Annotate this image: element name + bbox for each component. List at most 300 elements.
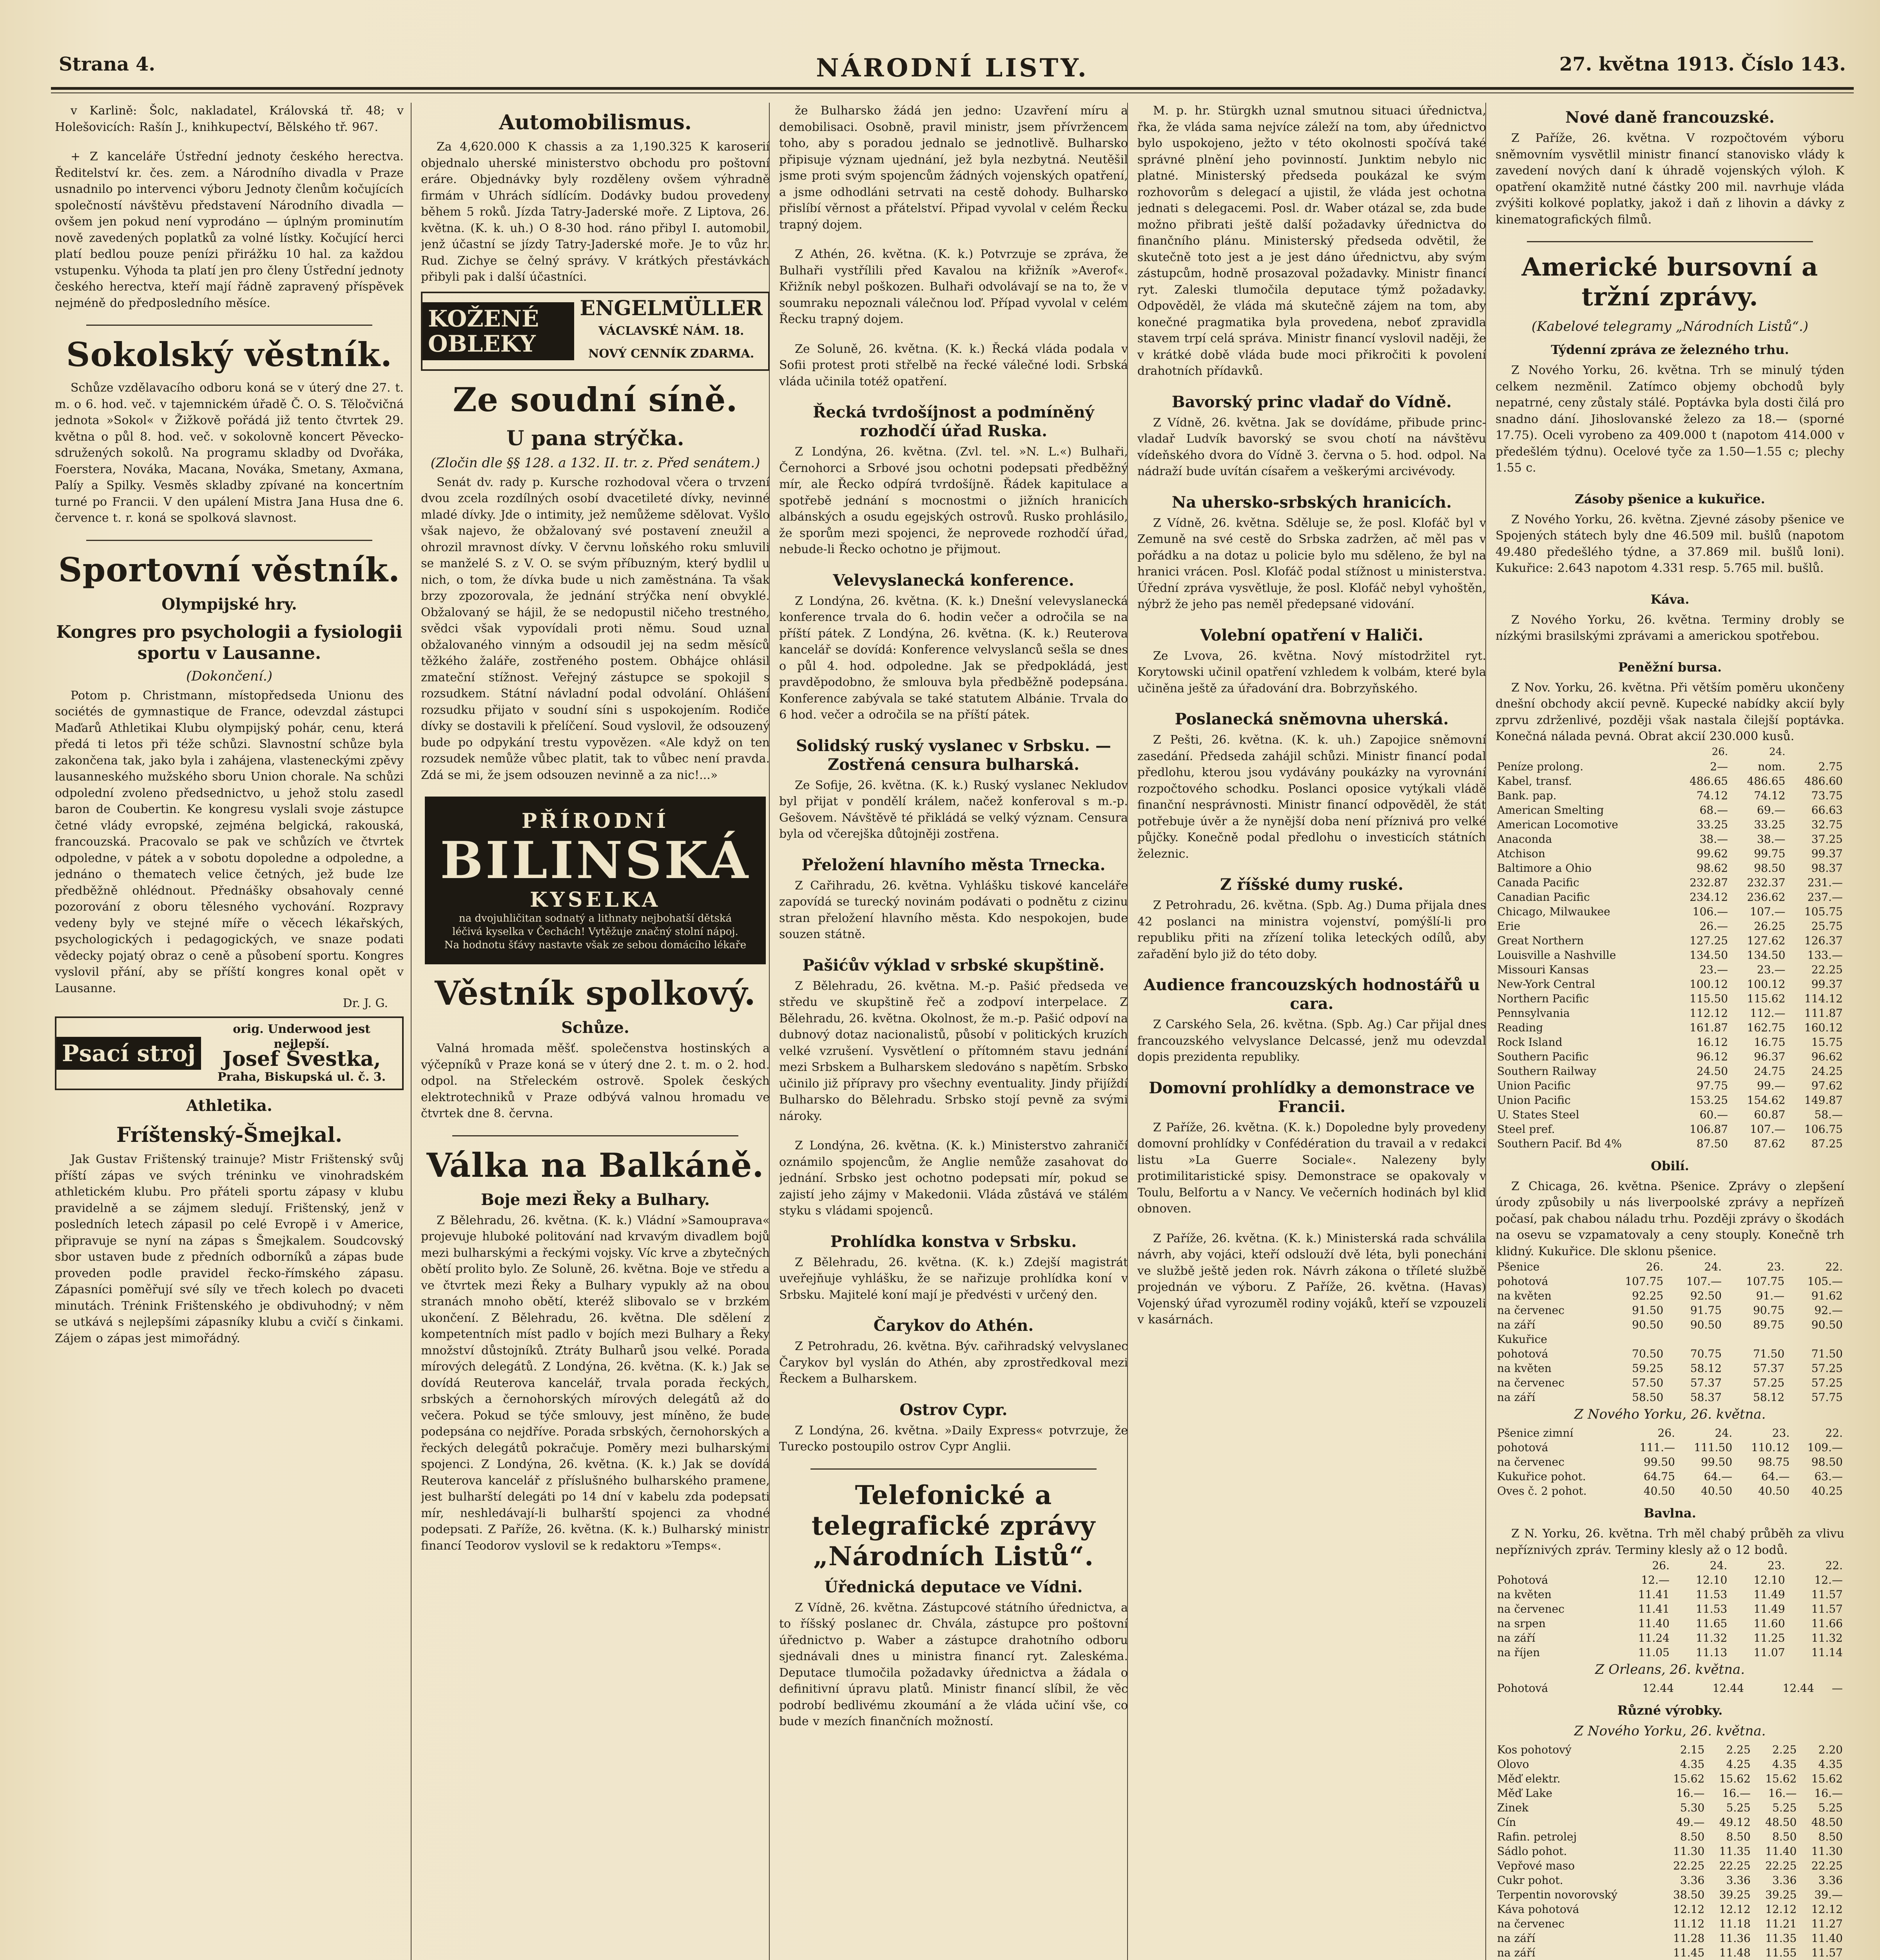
cyprus-heading: Ostrov Cypr. xyxy=(899,1400,1008,1419)
row-value: 134.50 xyxy=(1690,948,1728,962)
row-value: 22.25 xyxy=(1719,1859,1751,1872)
row-label: Great Northern xyxy=(1497,934,1584,947)
row-value: 24.50 xyxy=(1696,1064,1728,1078)
row-value: 107.— xyxy=(1750,1122,1786,1136)
row-value: 11.30 xyxy=(1811,1845,1843,1858)
deputation-continuation: M. p. hr. Stürgkh uznal smutnou situaci úřednictva, řka, že vláda sama nejvíce záleží na tom, aby úřednictvo bylo uspokojeno, ježto v této okolnosti spočívá také správné plnění jeho povinností. Junktim nebylo nic platné. Ministerský předseda poukázal ke svým rozhovorům s delegací a ujistil, že vláda jest ochotna jednati s delegacemi. Posl. dr. Waber otázal se, zda bude možno přibrati ještě další požadavky úřednictva do finančního plánu. Ministerský předseda odvětil, že skutečně toto jest a je jest dáno úřednictvu, aby svým zástupcům, hodně prosazoval požadavky. Ministr financí ryt. Zaleski tlumočila deputace týmž požadavky. Odpověděl, že vláda má skutečně zájem na tom, aby konečné pragmatika byla provedena, neboť zpravidla stavem trpí celá správa. Ministr financí vyslovil naději, že v krátké době vláda bude moci přikročiti k povolení drahotních přídavků. xyxy=(1137,104,1486,378)
row-value: 22.25 xyxy=(1765,1859,1797,1872)
row-value: 69.— xyxy=(1757,803,1786,817)
row-label: na červenec xyxy=(1497,1917,1565,1930)
row-value: 107.75 xyxy=(1625,1275,1664,1288)
row-value: 32.75 xyxy=(1811,818,1843,831)
row-value: 11.35 xyxy=(1719,1845,1751,1858)
exchange-subheading: (Kabelové telegramy „Národních Listů“.) xyxy=(1531,319,1809,334)
row-value: 232.37 xyxy=(1747,876,1786,889)
row-value: 40.50 xyxy=(1758,1485,1790,1497)
cotton-article: Z N. Yorku, 26. května. Trh měl chabý průběh za vlivu nepříznivých zpráv. Terminy klesly až o 12 bodů. xyxy=(1496,1527,1844,1557)
conference-article: Z Londýna, 26. května. (K. k.) Dnešní velevyslanecká konference trvala do 6. hodin večer a odročila se na příští pátek. Z Londýna, 26. května. (K. k.) Reuterova kancelář se dovídá: Konference velvyslanců sešla se dnes o půl 4. hod. odpoledne. Jak se předpokládá, jest pravděpodobno, že smlouva byla předběžně podepsána. Konference zabývala se také statutem Albánie. Trvala do 6 hod. večer a odročila se na příští pátek. xyxy=(779,594,1128,722)
horses-article: Z Bělehradu, 26. května. (K. k.) Zdejší magistrát uveřejňuje vyhlášku, že se nařizuje prohlídka koní v Srbsku. Majitelé koní mají je předvésti v určený den. xyxy=(779,1255,1128,1302)
commodity-row xyxy=(1496,1902,1844,1916)
stock-row xyxy=(1496,875,1844,890)
stock-row xyxy=(1496,933,1844,948)
row-value: 11.48 xyxy=(1719,1946,1751,1959)
court-subtitle: (Zločin dle §§ 128. a 132. II. tr. z. Před senátem.) xyxy=(430,455,760,471)
row-label: na říjen xyxy=(1497,1646,1540,1659)
row-value: 12.12 xyxy=(1811,1903,1843,1916)
row-value: 16.— xyxy=(1814,1787,1843,1800)
row-label: Steel pref. xyxy=(1497,1122,1555,1136)
grain-row xyxy=(1496,1274,1844,1289)
row-value: 5.30 xyxy=(1680,1801,1705,1814)
row-value: 33.25 xyxy=(1696,818,1728,831)
cyprus-article: Z Londýna, 26. května. »Daily Express« potvrzuje, že Turecko postoupilo ostrov Cypr Anglii. xyxy=(779,1423,1128,1454)
stock-row xyxy=(1496,962,1844,977)
spolek-article: Valná hromada měšť. společenstva hostinských a výčepníků v Praze koná se v úterý dne 2. t. m. o 2. hod. odpol. na Střeleckém ostrově. Spolek českých elektrotechniků v Praze odbývá valnou hromadu ve čtvrtek dne 8. června. xyxy=(421,1042,770,1120)
section-divider xyxy=(1527,241,1813,242)
coffee-article: Z Nového Yorku, 26. května. Terminy drobly se nízkými brasilskými zprávami a americkou spotřebou. xyxy=(1496,613,1844,643)
cotton-table xyxy=(1496,1558,1844,1660)
row-value: 107.— xyxy=(1686,1275,1722,1288)
commodity-row xyxy=(1496,1757,1844,1771)
row-value: 11.57 xyxy=(1811,1588,1843,1601)
stock-row xyxy=(1496,774,1844,788)
court-heading: Ze soudní síně. xyxy=(453,380,738,419)
row-label: Erie xyxy=(1497,919,1521,933)
row-value: 160.12 xyxy=(1804,1021,1843,1034)
row-value: 231.— xyxy=(1807,876,1843,889)
row-label: Kabel, transf. xyxy=(1497,774,1572,788)
commodity-row xyxy=(1496,1742,1844,1757)
stock-row xyxy=(1496,788,1844,803)
row-value: 11.32 xyxy=(1696,1632,1728,1644)
row-value: 11.30 xyxy=(1673,1845,1705,1858)
row-value: 12.— xyxy=(1641,1573,1670,1586)
row-value: 87.50 xyxy=(1696,1137,1728,1150)
row-value: 70.50 xyxy=(1632,1347,1664,1360)
row-label: Měď elektr. xyxy=(1497,1772,1561,1785)
ny-grain-heading: Z Nového Yorku, 26. května. xyxy=(1574,1406,1766,1422)
stock-row xyxy=(1496,846,1844,861)
row-value: 68.— xyxy=(1699,803,1728,817)
row-label: Canada Pacific xyxy=(1497,876,1579,889)
london-article: Z Londýna, 26. května. (K. k.) Ministerstvo zahraničí oznámilo spojencům, že Anglie nemůže zasahovat do jednání. Srbsko jest ochotno podepsati mír, pokud se zajistí jeho zájmy v Makedonii. Vláda zůstává ve stálém styku s vládami spojenců. xyxy=(779,1139,1128,1218)
row-value: 99.— xyxy=(1757,1079,1786,1092)
row-value: 11.40 xyxy=(1638,1617,1670,1630)
row-value: 99.62 xyxy=(1696,847,1728,860)
grain-row xyxy=(1496,1347,1844,1361)
row-value: 107.75 xyxy=(1746,1275,1785,1288)
row-value: 134.50 xyxy=(1747,948,1786,962)
stock-row xyxy=(1496,1136,1844,1151)
bilinska-ad-text3: Na hodnotu šťávy nastavte však ze sebou domácího lékaře xyxy=(444,939,747,951)
row-value: 11.45 xyxy=(1673,1946,1705,1959)
row-value: 4.35 xyxy=(1680,1758,1705,1771)
cotton-row xyxy=(1496,1631,1844,1645)
row-value: 236.62 xyxy=(1747,890,1786,904)
row-label: Atchison xyxy=(1497,847,1545,860)
bilinska-ad-top: PŘÍRODNÍ xyxy=(521,809,669,833)
athens-article: Z Athén, 26. května. (K. k.) Potvrzuje se zpráva, že Bulhaři vystřílili před Kavalou na křižník »Averof«. Křižník nebyl poškozen. Bulhaři odvolávají se na to, že v soumraku nepoznali válečnou loď. Případ vyvolal v celém Řecku trapný dojem. xyxy=(779,247,1128,326)
row-value: 57.25 xyxy=(1753,1376,1785,1389)
row-value: 11.07 xyxy=(1753,1646,1785,1659)
row-value: 15.75 xyxy=(1811,1035,1843,1049)
solun-article: Ze Soluně, 26. května. (K. k.) Řecká vláda podala v Sofii protest proti střelbě na řecké válečné lodi. Srbská vláda učinila totéž opatření. xyxy=(779,342,1128,388)
row-value: 11.25 xyxy=(1753,1632,1785,1644)
galicia-article: Ze Lvova, 26. května. Nový místodržitel ryt. Korytowski učinil opatření vzhledem k volbám, které byla učiněna ještě za úřadování dra. Bobrzyňského. xyxy=(1137,649,1486,695)
row-label: Vepřové maso xyxy=(1497,1859,1575,1872)
hungary-heading: Poslanecká sněmovna uherská. xyxy=(1175,710,1449,728)
row-value: 38.— xyxy=(1757,832,1786,846)
border-heading: Na uhersko-srbských hranicích. xyxy=(1171,493,1452,512)
row-value: 11.12 xyxy=(1673,1917,1705,1930)
row-value: 91.50 xyxy=(1632,1304,1664,1317)
row-label: Peníze prolong. xyxy=(1497,760,1584,773)
row-value: 12.12 xyxy=(1673,1903,1705,1916)
row-label: na červenec xyxy=(1497,1376,1565,1389)
money-heading: Peněžní bursa. xyxy=(1618,659,1722,675)
row-value: 15.62 xyxy=(1811,1772,1843,1785)
row-value: — xyxy=(1832,1682,1843,1695)
row-value: 11.49 xyxy=(1753,1588,1785,1601)
row-value: 12.— xyxy=(1814,1573,1843,1586)
grain-row xyxy=(1496,1332,1844,1347)
row-label: Louisville a Nashville xyxy=(1497,948,1616,962)
row-value: 11.49 xyxy=(1753,1602,1785,1615)
row-value: 3.36 xyxy=(1818,1874,1843,1887)
row-value: 126.37 xyxy=(1804,934,1843,947)
row-value: 23. xyxy=(1768,1559,1785,1572)
row-value: 23.— xyxy=(1699,963,1728,976)
column-2 xyxy=(421,103,770,1960)
commodity-row xyxy=(1496,1771,1844,1786)
hungary-article: Z Pešti, 26. května. (K. k. uh.) Zapojice sněmovní zasedání. Předseda zahájil schůzi. Ministr financí podal předlohu, kterou jsou vydávány poukázky na vyrovnání rozpočtového schodku. Poslanci oposice vytýkali vládě finanční nesprávnosti. Ministr financí odpověděl, že stát potřebuje úvěr a že nynější doba není příznivá pro velké půjčky. Konečně podal předlohu o investicích státních železnic. xyxy=(1137,733,1486,861)
grain-row xyxy=(1496,1303,1844,1318)
leather-coats-ad xyxy=(421,292,770,371)
row-label: Pohotová xyxy=(1497,1573,1548,1586)
leather-coats-ad-title: KOŽENÉ OBLEKY xyxy=(422,302,574,360)
section-divider xyxy=(452,1135,738,1136)
row-label: na září xyxy=(1497,1946,1536,1959)
grain-table xyxy=(1496,1259,1844,1405)
row-label: Cukr pohot. xyxy=(1497,1874,1563,1887)
row-label: Pohotová xyxy=(1497,1682,1548,1695)
row-value: 60.— xyxy=(1699,1108,1728,1121)
horses-heading: Prohlídka konstva v Srbsku. xyxy=(830,1232,1077,1251)
athletics-heading: Athletika. xyxy=(186,1096,272,1115)
row-value: 22.25 xyxy=(1811,963,1843,976)
stock-row xyxy=(1496,803,1844,817)
row-value: 99.50 xyxy=(1701,1455,1733,1468)
exchange-heading: Americké bursovní a tržní zprávy. xyxy=(1521,252,1818,312)
row-value: 15.62 xyxy=(1765,1772,1797,1785)
row-value: 66.63 xyxy=(1811,803,1843,817)
column-5 xyxy=(1496,103,1844,1960)
issue-date: 27. května 1913. Číslo 143. xyxy=(1559,53,1846,75)
bilinska-ad-text1: na dvojuhličitan sodnatý a lithnaty nejbohatší dětská xyxy=(459,913,732,924)
coffee-heading: Káva. xyxy=(1650,592,1690,607)
row-value: 110.12 xyxy=(1751,1441,1790,1454)
greece-heading: Řecká tvrdošíjnost a podmíněný rozhodčí úřad Ruska. xyxy=(813,403,1094,440)
row-label: Southern Railway xyxy=(1497,1064,1597,1078)
row-label: na září xyxy=(1497,1932,1536,1945)
row-value: 58.12 xyxy=(1753,1391,1785,1404)
row-value: 96.12 xyxy=(1696,1050,1728,1063)
row-label: Sádlo pohot. xyxy=(1497,1845,1567,1858)
row-label: U. States Steel xyxy=(1497,1108,1579,1121)
row-value: 106.— xyxy=(1692,905,1728,918)
row-value: 16.— xyxy=(1676,1787,1705,1800)
row-value: 24. xyxy=(1704,1260,1722,1273)
row-value: 127.25 xyxy=(1690,934,1728,947)
row-value: 22.25 xyxy=(1811,1859,1843,1872)
row-value: 40.25 xyxy=(1811,1485,1843,1497)
row-value: 49.— xyxy=(1676,1816,1705,1829)
row-value: 25.75 xyxy=(1811,919,1843,933)
row-value: 16.75 xyxy=(1754,1035,1786,1049)
row-value: 64.— xyxy=(1704,1470,1733,1483)
athletics-title: Fríštenský-Šmejkal. xyxy=(116,1123,343,1147)
row-label: Canadian Pacific xyxy=(1497,890,1590,904)
row-value: 57.37 xyxy=(1753,1362,1785,1375)
row-label: Chicago, Milwaukee xyxy=(1497,905,1610,918)
row-value: 3.36 xyxy=(1772,1874,1797,1887)
row-value: 96.62 xyxy=(1811,1050,1843,1063)
row-value: 3.36 xyxy=(1726,1874,1751,1887)
row-value: 12.12 xyxy=(1765,1903,1797,1916)
row-value: 2.20 xyxy=(1818,1743,1843,1756)
row-value: 486.65 xyxy=(1690,774,1728,788)
row-value: 92.25 xyxy=(1632,1289,1664,1302)
row-value: 23. xyxy=(1772,1426,1790,1439)
bulgaria-continuation: že Bulharsko žádá jen jedno: Uzavření míru a demobilisaci. Osobně, pravil ministr, jsem přívržencem toho, aby s poradou jednalo se jednotlivě. Bulharsko připisuje význam ujednání, jež byla nezbytná. Neutěšil jsme proti svým spojencům žádných vojenských opatření, a jsme odhodláni setrvati na cestě dohody. Bulharsko přislíbí věrnost a přátelství. Připad vyvolal v celém Řecku trapný dojem. xyxy=(779,104,1128,232)
row-value: 99.37 xyxy=(1811,977,1843,991)
row-label: Pšenice xyxy=(1497,1260,1540,1273)
capital-heading: Přeložení hlavního města Trnecka. xyxy=(801,855,1106,874)
row-value: 91.62 xyxy=(1811,1289,1843,1302)
row-value: 12.10 xyxy=(1696,1573,1728,1586)
grain-article: Z Chicaga, 26. května. Pšenice. Zprávy o zlepšení úrody způsobily u nás liverpoolské zprávy a nepřízeň počasí, pak chabou náladu trhu. Později zprávy o škodách na osevu se vzpamatovaly a ceny stouply. Konečně trh klidný. Kukuřice. Dle sklonu pšenice. xyxy=(1496,1179,1844,1258)
auto-heading: Automobilismus. xyxy=(499,111,692,134)
row-value: 111.— xyxy=(1639,1441,1675,1454)
row-value: 112.12 xyxy=(1690,1006,1728,1020)
telegraph-subheading: Úřednická deputace ve Vídni. xyxy=(824,1577,1083,1596)
carykov-article: Z Petrohradu, 26. května. Býv. cařihradský velvyslanec Čarykov byl vyslán do Athén, aby zprostředkoval mezi Řeckem a Bulharskem. xyxy=(779,1339,1128,1386)
orleans-row xyxy=(1496,1681,1844,1695)
commodity-row xyxy=(1496,1844,1844,1858)
row-label: Union Pacific xyxy=(1497,1079,1571,1092)
conference-heading: Velevyslanecká konference. xyxy=(833,571,1074,590)
row-value: 100.12 xyxy=(1747,977,1786,991)
row-value: 12.44 xyxy=(1712,1682,1744,1695)
row-value: 11.65 xyxy=(1696,1617,1728,1630)
row-label: na červenec xyxy=(1497,1304,1565,1317)
france-heading: Domovní prohlídky a demonstrace ve Francii. xyxy=(1149,1078,1475,1116)
ny-grain-row xyxy=(1496,1484,1844,1498)
row-value: 90.75 xyxy=(1753,1304,1785,1317)
row-value: 58.37 xyxy=(1690,1391,1722,1404)
row-value: 161.87 xyxy=(1690,1021,1728,1034)
row-label: Rafin. petrolej xyxy=(1497,1830,1577,1843)
row-value: 109.— xyxy=(1807,1441,1843,1454)
sport-article-title: Kongres pro psychologii a fysiologii sportu v Lausanne. xyxy=(56,622,402,663)
row-value: 97.62 xyxy=(1811,1079,1843,1092)
row-value: 11.13 xyxy=(1696,1646,1728,1659)
cotton-row xyxy=(1496,1573,1844,1587)
war-heading: Válka na Balkáně. xyxy=(426,1145,764,1185)
row-value: 39.— xyxy=(1814,1888,1843,1901)
row-value: 12.44 xyxy=(1642,1682,1674,1695)
newspaper-title: NÁRODNÍ LISTY. xyxy=(816,53,1089,83)
page-number: Strana 4. xyxy=(59,53,156,75)
row-value: 2.75 xyxy=(1818,760,1843,773)
stock-row xyxy=(1496,1006,1844,1020)
row-value: nom. xyxy=(1758,760,1786,773)
row-label: Bank. pap. xyxy=(1497,789,1557,802)
row-value: 11.41 xyxy=(1638,1588,1670,1601)
masthead xyxy=(51,46,1854,84)
row-value: 2.15 xyxy=(1680,1743,1705,1756)
row-label: pohotová xyxy=(1497,1347,1548,1360)
row-value: 74.12 xyxy=(1696,789,1728,802)
telegraph-article: Z Vídně, 26. května. Zástupcové státního úřednictva, a to říšský poslanec dr. Chvála, zástupce pro poštovní úřednictvo p. Waber a zástupce drahotního odboru sjednávali dnes u ministra financí ryt. Zaleskéma. Deputace tlumočila požadavky úřednictva a žádala o definitivní úpravu platů. Ministr financí slíbil, že věc podrobí bedlivému zkoumání a že vláda učiní vše, co bude v mezích finančních možností. xyxy=(779,1601,1128,1728)
row-label: pohotová xyxy=(1497,1275,1548,1288)
grain-row xyxy=(1496,1259,1844,1274)
row-value: 133.— xyxy=(1807,948,1843,962)
row-label: na září xyxy=(1497,1632,1536,1644)
row-value: 115.62 xyxy=(1747,992,1786,1005)
row-value: 16.— xyxy=(1722,1787,1751,1800)
row-value xyxy=(1786,1332,1844,1347)
row-label: Oves č. 2 pohot. xyxy=(1497,1485,1587,1497)
row-value: 58.— xyxy=(1814,1108,1843,1121)
grain-row xyxy=(1496,1361,1844,1376)
pasic-article: Z Bělehradu, 26. května. M.-p. Pašić předseda ve středu ve skupštině řeč a zodpoví interpelace. Z Bělehradu, 26. května. Okolnost, že m.-p. Pašić odpoví na dubnový dotaz nacionalistů, působí v politických kruzích velké vzrušení. Vysvětlení o přítomném stavu jednání mezi Srbskem a Bulharskem sledováno s napětím. Srbsko učinilo již přípravy pro všechny eventuality. Jindy přijíždí Bulharsko do Bělehradu. Srbsko stojí pevně za svými nároky. xyxy=(779,979,1128,1123)
row-value: 106.75 xyxy=(1804,1122,1843,1136)
row-value: 4.35 xyxy=(1772,1758,1797,1771)
orleans-table xyxy=(1496,1681,1844,1695)
sport-heading: Sportovní věstník. xyxy=(58,550,401,589)
row-value: 60.87 xyxy=(1754,1108,1786,1121)
row-value: 486.65 xyxy=(1747,774,1786,788)
row-value: 2.25 xyxy=(1772,1743,1797,1756)
row-label: Union Pacific xyxy=(1497,1093,1571,1107)
border-article: Z Vídně, 26. května. Sděluje se, že posl. Klofáč byl v Zemuně na své cestě do Srbska zadržen, ač měl pas v pořádku a na dotaz u policie bylo mu sděleno, že byl na hranici vrácen. Posl. Klofáč podal stížnost u ministerstva. Úřední zpráva vysvětluje, že posl. Klofáč nebyl vyhoštěn, nýbrž že jeho pas neměl předepsané vidování. xyxy=(1137,516,1486,611)
war-title: Boje mezi Řeky a Bulhary. xyxy=(480,1190,710,1209)
row-value: 98.75 xyxy=(1758,1455,1790,1468)
commodity-row xyxy=(1496,1916,1844,1931)
row-value: 98.62 xyxy=(1696,861,1728,875)
sport-continuation: (Dokončení.) xyxy=(186,668,272,684)
row-value: 11.24 xyxy=(1638,1632,1670,1644)
sport-article: Potom p. Christmann, místopředseda Unionu des sociétés de gymnastique de France, odevzdal zástupci Maďarů Athletikai Klubu olympijský pohár, cenu, která předá ti letos při téže schůzi. Slavnostní schůze byla zakončena tak, jako byla i zahájena, vlasteneckými zpěvy lausanneského mužského sboru Union chorale. Na schůzi odpolední zvoleno předsednictvo, u jehož stolu zasedl baron de Coubertin. Ke kongresu vyslali svoje zástupce četné vlády evropské, zejména belgická, rakouská, francouzská. Pracovalo se pak ve schůzích ve čtvrtek odpoledne, v pátek a v sobotu dopoledne a odpoledne, a jednáno o thematech velice četných, jež bude lze předběžně ohlédnout. Přednášky obsahovaly cenné pozorování z oboru tělesného vychování. Rozpravy vedeny byly ve stejné míře o věcech lékařských, psychologických i pedagogických, ve snaze podati vědecky pojatý obraz o ceně a působení sportu. Kongres vyslovil přání, aby se příští kongres konal opět v Lausanne. xyxy=(55,688,404,995)
commodity-row xyxy=(1496,1873,1844,1887)
row-value: 11.40 xyxy=(1811,1932,1843,1945)
athletics-article: Jak Gustav Frištenský trainuje? Mistr Frištenský svůj příští zápas ve svých tréninku ve vinohradském athletickém klubu. Pro přáteli sportu zápasy v klubu pravidelně a se zájmem sledují. Frištenský, jenž v posledních letech zápasil po celé Evropě i v Americe, připravuje se nyní na zápas s Šmejkalem. Soudcovský sbor ustaven bude z předních odborníků a zápas bude proveden podle pravidel řecko-římského zápasu. Zápasníci poměřují své síly ve třech kolech po dvaceti minutách. Trénink Frištenského je obdivuhodný; v něm se utkává s nejlepšími zápasníky klubu a cvičí s činkami. Zájem o zápas jest mimořádný. xyxy=(55,1152,404,1345)
row-value: 11.66 xyxy=(1811,1617,1843,1630)
leather-coats-ad-catalog: NOVÝ CENNÍK ZDARMA. xyxy=(588,347,754,361)
row-value: 37.25 xyxy=(1811,832,1843,846)
row-value: 111.50 xyxy=(1694,1441,1733,1454)
row-label: na červenec xyxy=(1497,1455,1565,1468)
war-article: Z Bělehradu, 26. května. (K. k.) Vládní »Samouprava« projevuje hluboké politování nad krvavým divadlem bojů mezi bulharskými a řeckými vojsky. Víc krve a zbytečných obětí prolito bylo. Ze Soluně, 26. května. Boje ve středu a ve čtvrtek mezi Řeky a Bulhary vypukly až na obou stranách mnoho obětí, kteréž slibovalo se v brzkém ukončení. Z Bělehradu, 26. května. Dle sdělení z kompetentních míst padlo v bojích mezi Bulhary a Řeky množství důstojníků. Ztráty Bulharů jsou velké. Porada mírových delegátů. Z Londýna, 26. května. (K. k.) Jak se dovídá Reuterova kancelář, trvala porada řeckých, srbských a černohorských mírových delegátů až do večera. Pokud se týče smlouvy, jest míněno, že bude podepsána co nejdříve. Porada srbských, černohorských a řeckých delegátů pokračuje. Poměry mezi bulharskými spojenci. Z Londýna, 26. května. (K. k.) Jak se dovídá Reuterova kancelář z příslušného bulharského pramene, jest bulharští delegáti po 14 dní v kabelu zda podepsati mír, neshledávají-li bulharští spojenci za vhodné podepsati. Z Paříže, 26. května. (K. k.) Bulharský ministr financí Teodorov vyslovil se k redaktoru »Temps«. xyxy=(421,1213,770,1553)
row-value: 15.62 xyxy=(1719,1772,1751,1785)
row-value: 149.87 xyxy=(1804,1093,1843,1107)
iron-report-heading: Týdenní zpráva ze železného trhu. xyxy=(1551,342,1789,357)
court-title: U pana strýčka. xyxy=(506,426,684,450)
stock-row xyxy=(1496,1078,1844,1093)
row-value: 106.87 xyxy=(1690,1122,1728,1136)
iron-report-article: Z Nového Yorku, 26. května. Trh se minulý týden celkem nezměnil. Zatímco objemy obchodů byly nepatrné, ceny zůstaly stálé. Poptávka byla dosti čilá pro snadno dání. Jihoslovanské železo za 18.— (sporné 17.75). Oceli vyrobeno za 409.000 t (napotom 414.000 v předešlém týdnu). Ocelové tyče za 1.50—1.55 c; plechy 1.55 c. xyxy=(1496,363,1844,475)
stock-row xyxy=(1496,1107,1844,1122)
row-value: 232.87 xyxy=(1690,876,1728,889)
row-value: 11.53 xyxy=(1696,1588,1728,1601)
stock-row xyxy=(1496,759,1844,774)
column-4 xyxy=(1137,103,1486,1960)
row-label: Reading xyxy=(1497,1021,1543,1034)
row-value: 15.62 xyxy=(1673,1772,1705,1785)
row-value: 26. xyxy=(1652,1559,1670,1572)
bilinska-ad-sub: KYSELKA xyxy=(529,888,661,912)
stock-row xyxy=(1496,1035,1844,1049)
row-value: 39.25 xyxy=(1719,1888,1751,1901)
row-value: 57.75 xyxy=(1811,1391,1843,1404)
row-value: 11.28 xyxy=(1673,1932,1705,1945)
row-value: 5.25 xyxy=(1772,1801,1797,1814)
row-value: 112.— xyxy=(1750,1006,1786,1020)
row-value: 33.25 xyxy=(1754,818,1786,831)
column-divider xyxy=(411,103,412,1960)
stock-row xyxy=(1496,1064,1844,1078)
row-label: Pennsylvania xyxy=(1497,1006,1570,1020)
row-value: 57.50 xyxy=(1632,1376,1664,1389)
row-value: 49.12 xyxy=(1719,1816,1751,1829)
row-value: 90.50 xyxy=(1632,1318,1664,1331)
stock-row xyxy=(1496,890,1844,904)
row-value: 87.62 xyxy=(1754,1137,1786,1150)
row-label: na srpen xyxy=(1497,1617,1546,1630)
stock-row xyxy=(1496,1122,1844,1136)
row-value xyxy=(1723,1332,1786,1347)
sport-subheading: Olympijské hry. xyxy=(161,595,297,613)
row-value: 11.60 xyxy=(1753,1617,1785,1630)
stock-row xyxy=(1496,948,1844,962)
commodity-row xyxy=(1496,1887,1844,1902)
court-article: Senát dv. rady p. Kursche rozhodoval včera o trvzení dvou zcela rozdílných osobí dvacetileté dívky, nevinné mladé dívky. Jde o intimity, jež nemůžeme sdělovat. Vyšlo však najevo, že obžalovaný své postavení zneužil a ohrozil mravnost dívky. V červnu loňského roku smluvili se manželé S. z V. O. se svým příbuzným, který bydlil u nich, o tom, že dívka bude u nich zaměstnána. Ta však brzy zpozorovala, že jednání strýčka není obvyklé. Obžalovaný se hájil, že se nedopustil ničeho trestného, svědci však vypovídali proti němu. Soud uznal obžalovaného vinným a odsoudil jej na sedm měsíců těžkého žaláře, zostřeného postem. Obhájce ohlásil zmateční stížnost. Veřejný zástupce se spokojil s rozsudkem. Státní návladní podal odvolání. Ohlášení rozsudku přijato v soudní síni s uspokojením. Rodiče dívky se dostavili k přelíčení. Soud vyslovil, že odsouzený bude po odpykání trestu vypovězen. «Ale když on ten rozsudek nemůže vůbec platit, tak to vůbec není pravda. Zdá se mi, že jsem odsouzen nevinně a za nic!...» xyxy=(421,475,770,782)
serbia-heading: Solidský ruský vyslanec v Srbsku. — Zostřená censura bulharská. xyxy=(796,736,1111,774)
commodity-row xyxy=(1496,1815,1844,1829)
row-value: 8.50 xyxy=(1818,1830,1843,1843)
row-value: 3.36 xyxy=(1680,1874,1705,1887)
row-label: Southern Pacif. Bd 4% xyxy=(1497,1137,1622,1150)
audience-heading: Audience francouzských hodnostářů u cara. xyxy=(1143,976,1480,1013)
row-value: 92.— xyxy=(1814,1304,1843,1317)
row-value: 2.25 xyxy=(1726,1743,1751,1756)
row-value: 11.05 xyxy=(1638,1646,1670,1659)
row-value: 38.50 xyxy=(1673,1888,1705,1901)
row-value: 48.50 xyxy=(1765,1816,1797,1829)
row-value: 39.25 xyxy=(1765,1888,1797,1901)
misc-heading: Různé výrobky. xyxy=(1617,1703,1723,1718)
row-value: 105.— xyxy=(1807,1275,1843,1288)
row-value: 57.25 xyxy=(1811,1362,1843,1375)
typewriter-ad-line1: orig. Underwood jest nejlepší. xyxy=(233,1022,370,1051)
stock-row xyxy=(1496,991,1844,1006)
row-value: 11.32 xyxy=(1811,1632,1843,1644)
row-value: 26.— xyxy=(1699,919,1728,933)
wheat-stocks-article: Z Nového Yorku, 26. května. Zjevné zásoby pšenice ve Spojených státech byly dne 46.509 mil. bušlů (napotom 49.480 předešlého týdne, a 37.869 mil. bušlů loni). Kukuřice: 2.643 napotom 4.331 resp. 5.765 mil. bušlů. xyxy=(1496,512,1844,575)
stock-row xyxy=(1496,1049,1844,1064)
row-value: 234.12 xyxy=(1690,890,1728,904)
